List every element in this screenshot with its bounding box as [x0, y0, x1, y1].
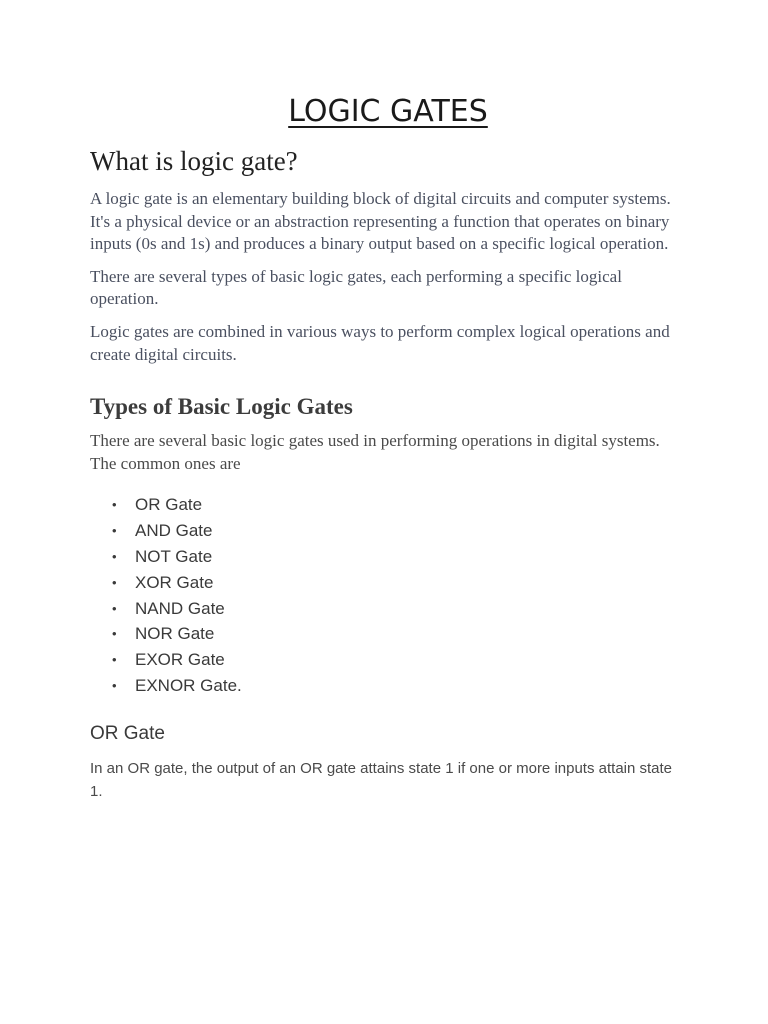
list-item-label: XOR Gate [135, 572, 214, 592]
section-heading-or-gate: OR Gate [90, 722, 165, 744]
document-content [90, 92, 680, 803]
list-item-label: EXNOR Gate. [135, 675, 242, 695]
list-item [112, 492, 680, 518]
paragraph-combination: Logic gates are combined in various ways to perform complex logical operations and create digital circuits. [90, 321, 670, 364]
bullet-icon: • [112, 523, 117, 539]
bullet-icon: • [112, 548, 117, 564]
list-item [112, 570, 680, 596]
paragraph-or-gate: In an OR gate, the output of an OR gate attains state 1 if one or more inputs attain state 1. [90, 759, 673, 800]
section-heading-what-is-logic-gate: What is logic gate? [90, 146, 298, 176]
list-item [112, 647, 680, 673]
bullet-icon: • [112, 677, 117, 693]
list-item [112, 596, 680, 622]
section-heading-types-of-gates: Types of Basic Logic Gates [90, 394, 353, 420]
bullet-icon: • [112, 652, 117, 668]
document-title: LOGIC GATES [288, 94, 488, 129]
list-item [112, 518, 680, 544]
bullet-icon: • [112, 574, 117, 590]
list-item-label: NAND Gate [135, 598, 225, 618]
list-item [112, 673, 680, 699]
bullet-icon: • [112, 626, 117, 642]
gate-list [90, 492, 680, 698]
list-item-label: EXOR Gate [135, 650, 225, 670]
list-item-label: NOT Gate [135, 546, 213, 566]
paragraph-definition: A logic gate is an elementary building block of digital circuits and computer systems. It's a physical device or an abstraction representing a function that operates on binary inputs (0s and 1s) and produces a binary output based on a specific logical operation. [90, 189, 671, 254]
list-item-label: NOR Gate [135, 624, 215, 644]
bullet-icon: • [112, 600, 117, 616]
paragraph-types-intro: There are several types of basic logic gates, each performing a specific logical operation. [90, 266, 622, 309]
list-item [112, 544, 680, 570]
list-item-label: AND Gate [135, 521, 213, 541]
list-item [112, 621, 680, 647]
list-item-label: OR Gate [135, 495, 203, 515]
bullet-icon: • [112, 497, 117, 513]
paragraph-gates-intro: There are several basic logic gates used in performing operations in digital systems. The common ones are [90, 431, 660, 473]
